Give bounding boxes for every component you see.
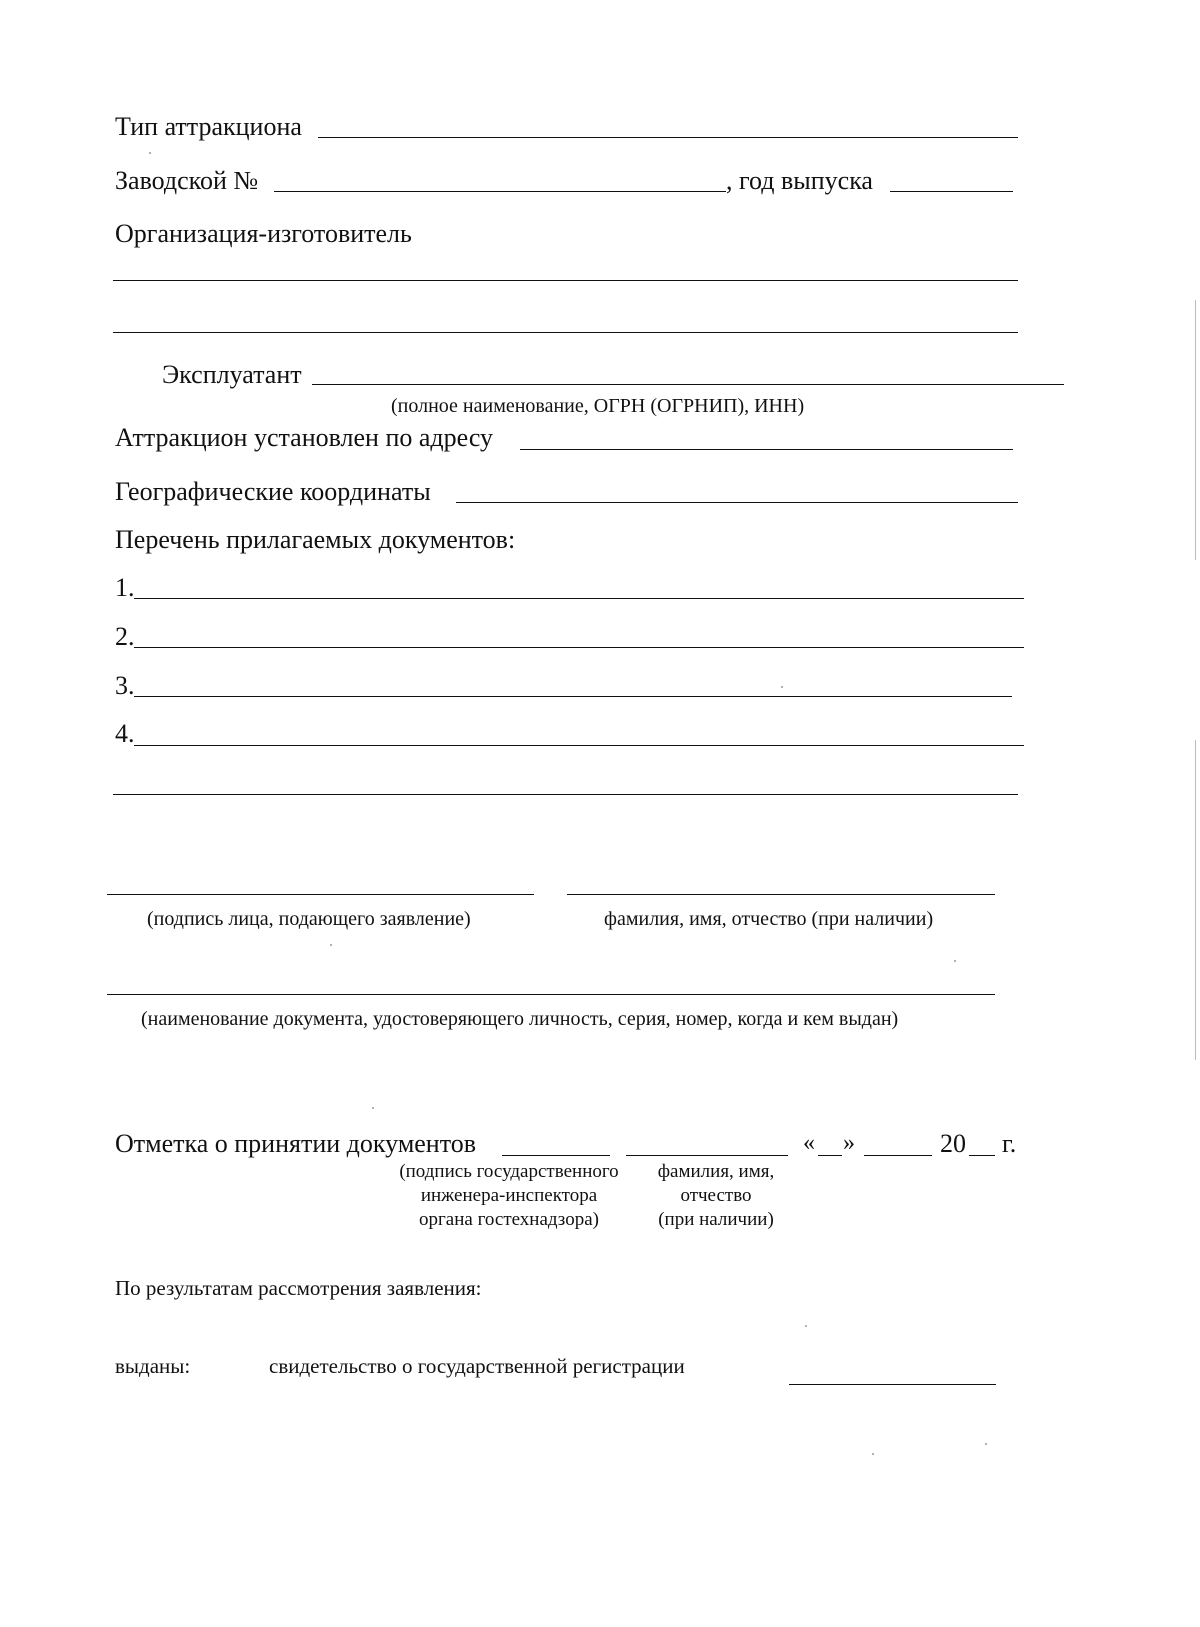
inspector-caption-line: инженера-инспектора [420,1185,598,1206]
certificate-field[interactable] [789,1384,996,1385]
manufacturer-label: Организация-изготовитель [115,219,412,248]
inspector-name-caption-line: отчество [680,1185,752,1206]
id-document-caption: (наименование документа, удостоверяющего личность, серия, номер, когда и кем выдан) [141,1008,899,1030]
scan-speck [330,944,332,946]
scan-speck [805,1325,807,1327]
attraction-type-field[interactable] [318,137,1018,138]
year-field[interactable] [890,191,1013,192]
applicant-name-field[interactable] [567,894,995,895]
document-item-number: 2. [115,622,135,651]
scan-speck [872,1453,874,1455]
scan-edge-mark [1195,300,1196,560]
document-extra-field[interactable] [113,794,1018,795]
document-item-field[interactable] [134,696,1012,697]
coordinates-field[interactable] [456,502,1018,503]
document-item-field[interactable] [134,647,1024,648]
scan-speck [985,1443,987,1445]
inspector-name-caption-line: (при наличии) [658,1209,774,1230]
year-label: , год выпуска [726,166,873,195]
scan-speck [781,686,783,688]
acceptance-label: Отметка о принятии документов [115,1129,477,1158]
scan-speck [149,152,151,154]
date-year-field[interactable] [969,1155,995,1156]
document-item-number: 4. [115,719,135,748]
address-label: Аттракцион установлен по адресу [115,423,494,452]
scan-speck [372,1107,374,1109]
results-heading: По результатам рассмотрения заявления: [115,1276,482,1300]
scan-edge-mark [1195,740,1196,1060]
date-quote-close: » [843,1130,855,1156]
attraction-type-label: Тип аттракциона [115,112,302,141]
inspector-signature-field[interactable] [502,1155,610,1156]
serial-number-label: Заводской № [115,166,259,195]
date-year-prefix: 20 [940,1129,966,1158]
operator-field[interactable] [312,384,1064,385]
issued-label: выданы: [115,1354,191,1378]
id-document-field[interactable] [107,994,995,995]
inspector-name-caption [644,1160,788,1232]
date-month-field[interactable] [864,1155,932,1156]
scan-speck [954,960,956,962]
applicant-name-caption: фамилия, имя, отчество (при наличии) [604,908,934,930]
document-item-field[interactable] [134,745,1024,746]
manufacturer-field-line-1[interactable] [113,280,1018,281]
operator-caption: (полное наименование, ОГРН (ОГРНИП), ИНН) [391,395,805,417]
address-field[interactable] [520,449,1013,450]
date-year-suffix: г. [1002,1129,1017,1158]
inspector-caption [382,1160,636,1232]
date-quote-open: « [803,1130,815,1156]
inspector-caption-line: (подпись государственного [399,1161,619,1182]
documents-heading: Перечень прилагаемых документов: [115,525,516,554]
certificate-label: свидетельство о государственной регистрации [269,1354,685,1378]
date-day-field[interactable] [818,1155,842,1156]
operator-label: Эксплуатант [162,360,302,389]
inspector-caption-line: органа гостехнадзора) [419,1209,599,1230]
document-item-number: 1. [115,573,135,602]
document-item-number: 3. [115,671,135,700]
inspector-name-field[interactable] [626,1155,788,1156]
coordinates-label: Географические координаты [115,477,431,506]
manufacturer-field-line-2[interactable] [113,332,1018,333]
signature-caption: (подпись лица, подающего заявление) [147,908,471,930]
document-item-field[interactable] [134,598,1024,599]
serial-number-field[interactable] [274,191,726,192]
inspector-name-caption-line: фамилия, имя, [657,1161,775,1182]
signature-field[interactable] [107,894,534,895]
